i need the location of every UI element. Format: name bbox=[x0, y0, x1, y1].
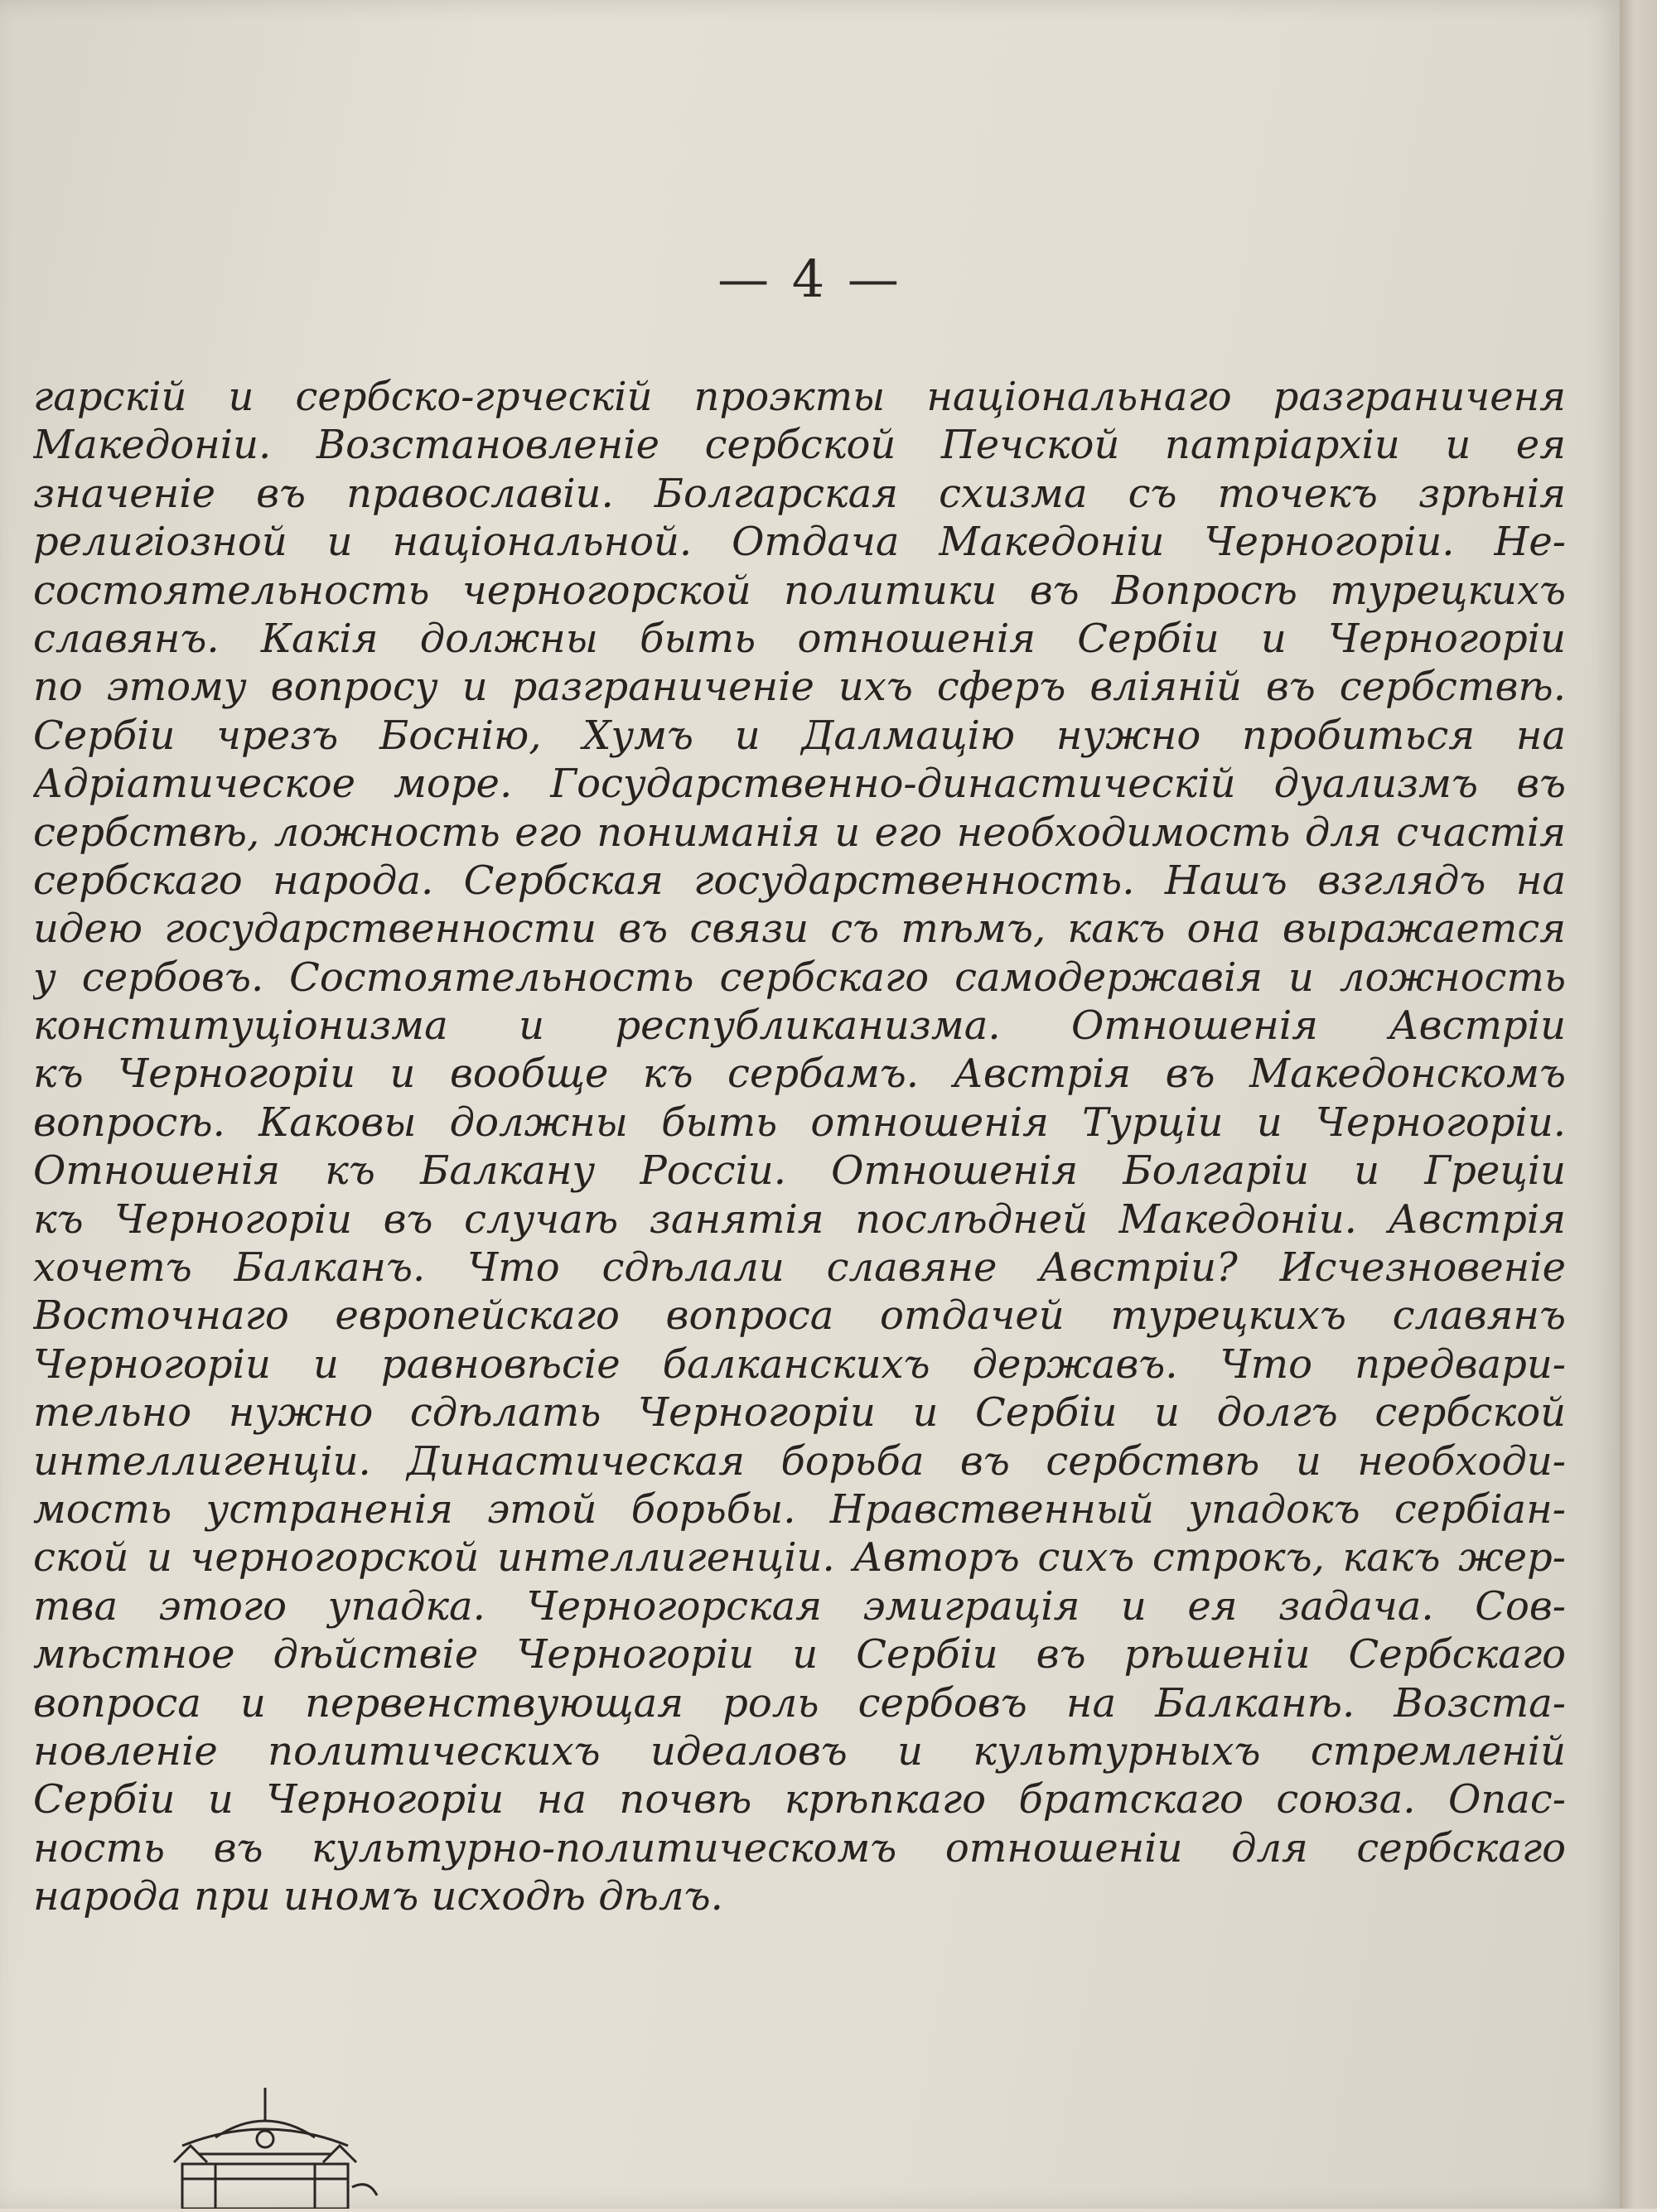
text-line: народа при иномъ исходѣ дѣлъ. bbox=[33, 1873, 723, 1920]
text-line: къ Черногорiи и вообще къ сербамъ. Австрiя въ Македонскомъ bbox=[33, 1050, 1566, 1098]
text-line: идею государственности въ связи съ тѣмъ, какъ она выражается bbox=[33, 906, 1566, 953]
text-line: Адрiатическое море. Государственно-династическiй дуализмъ въ bbox=[33, 761, 1566, 808]
text-line: Сербiи чрезъ Боснiю, Хумъ и Далмацiю нужно пробиться на bbox=[33, 712, 1566, 759]
text-line: сербскаго народа. Сербская государственность. Нашъ взглядъ на bbox=[33, 857, 1566, 904]
text-line: вопросѣ. Каковы должны быть отношенiя Турцiи и Черногорiи. bbox=[33, 1099, 1566, 1146]
decorative-ornament bbox=[166, 2088, 381, 2209]
text-line: религiозной и нацiональной. Отдача Македонiи Черногорiи. Не- bbox=[33, 519, 1566, 566]
text-line: у сербовъ. Состоятельность сербскаго самодержавiя и ложность bbox=[33, 954, 1566, 1001]
text-line: вопроса и первенствующая роль сербовъ на Балканѣ. Возста- bbox=[33, 1679, 1566, 1727]
text-line: къ Черногорiи въ случаѣ занятiя послѣдней Македонiи. Австрiя bbox=[33, 1195, 1566, 1243]
text-line: конституцiонизма и республиканизма. Отношенiя Австрiи bbox=[33, 1002, 1566, 1050]
page-number: — 4 — bbox=[717, 249, 902, 309]
text-line: мѣстное дѣйствiе Черногорiи и Сербiи въ рѣшенiи Сербскаго bbox=[33, 1631, 1566, 1678]
text-line: состоятельность черногорской политики въ Вопросѣ турецкихъ bbox=[33, 567, 1566, 614]
text-line: славянъ. Какiя должны быть отношенiя Сербiи и Черногорiи bbox=[33, 615, 1566, 662]
text-line: мость устраненiя этой борьбы. Нравственный упадокъ сербiан- bbox=[33, 1485, 1566, 1533]
text-line: хочетъ Балканъ. Что сдѣлали славяне Австрiи? Исчезновенiе bbox=[33, 1244, 1566, 1292]
text-line: Восточнаго европейскаго вопроса отдачей турецкихъ славянъ bbox=[33, 1292, 1566, 1340]
text-line: по этому вопросу и разграниченiе ихъ сферъ влiянiй въ сербствѣ. bbox=[33, 664, 1566, 711]
text-line: новленiе политическихъ идеаловъ и культурныхъ стремленiй bbox=[33, 1727, 1566, 1775]
text-line: ской и черногорской интеллигенцiи. Авторъ сихъ строкъ, какъ жер- bbox=[33, 1534, 1566, 1582]
text-line: интеллигенцiи. Династическая борьба въ сербствѣ и необходи- bbox=[33, 1437, 1566, 1485]
text-line: ность въ культурно-политическомъ отношенiи для сербскаго bbox=[33, 1824, 1566, 1872]
text-line: тва этого упадка. Черногорская эмиграцiя и ея задача. Сов- bbox=[33, 1582, 1566, 1630]
text-line: Сербiи и Черногорiи на почвѣ крѣпкаго братскаго союза. Опас- bbox=[33, 1776, 1566, 1823]
text-line: Македонiи. Возстановленiе сербской Печской патрiархiи и ея bbox=[33, 422, 1566, 469]
text-line: тельно нужно сдѣлать Черногорiи и Сербiи и долгъ сербской bbox=[33, 1389, 1566, 1437]
body-text bbox=[33, 373, 1566, 1921]
text-line: значенiе въ православiи. Болгарская схизма съ точекъ зрѣнiя bbox=[33, 470, 1566, 517]
page-edge bbox=[1620, 0, 1657, 2209]
text-line: Отношенiя къ Балкану Россiи. Отношенiя Болгарiи и Грецiи bbox=[33, 1147, 1566, 1195]
text-line: Черногорiи и равновѣсiе балканскихъ державъ. Что предвари- bbox=[33, 1340, 1566, 1388]
text-line: гарскiй и сербско-грческiй проэкты нацiональнаго разграниченя bbox=[33, 374, 1566, 420]
text-line: сербствѣ, ложность его пониманiя и его необходимость для счастiя bbox=[33, 809, 1566, 856]
